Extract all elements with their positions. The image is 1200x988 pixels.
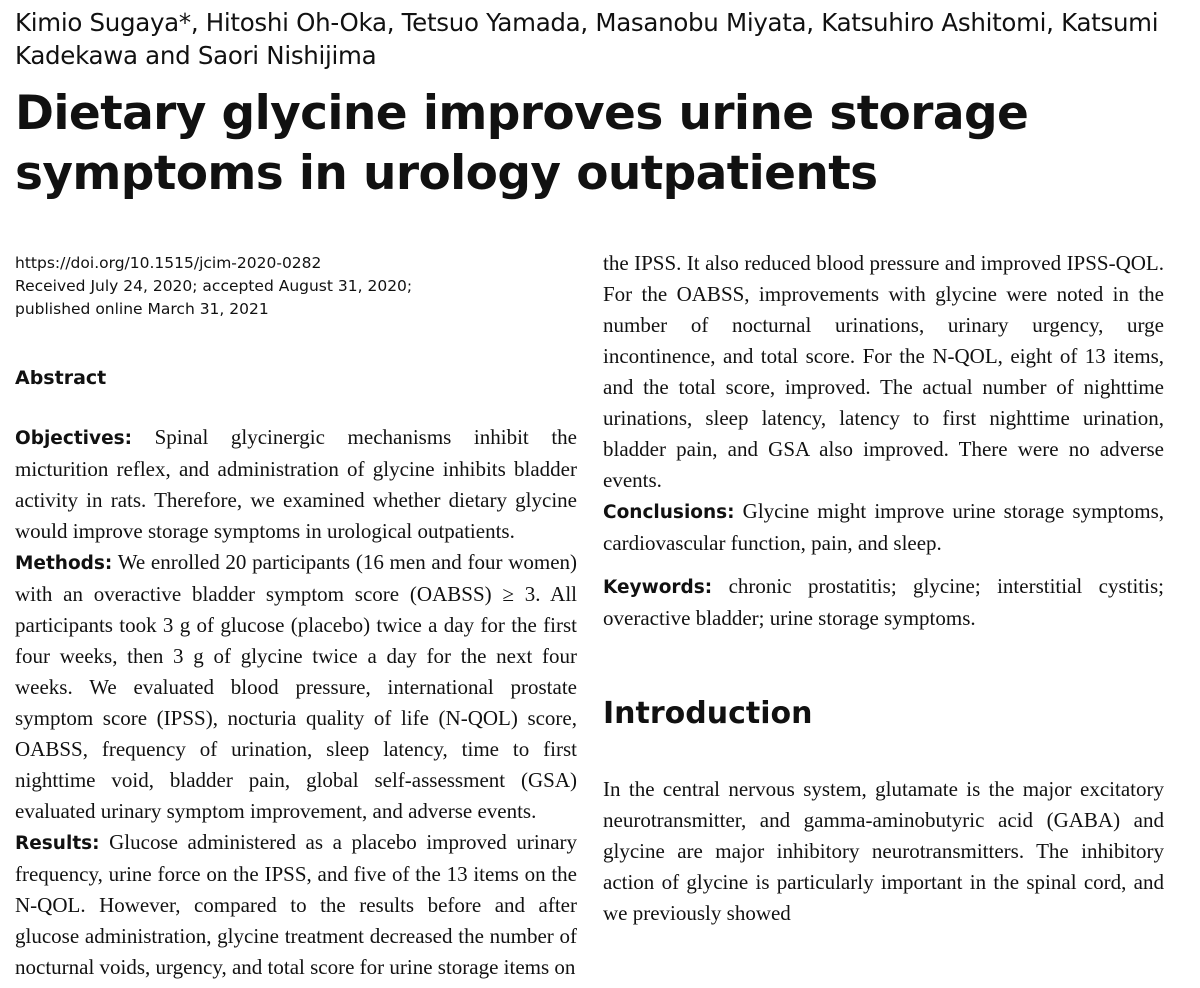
keywords-label: Keywords:	[603, 577, 713, 598]
keywords-text: chronic prostatitis; glycine; interstitial cystitis; overactive bladder; urine storage symptoms.	[603, 574, 1164, 630]
author-list: Kimio Sugaya*, Hitoshi Oh-Oka, Tetsuo Yamada, Masanobu Miyata, Katsuhiro Ashitomi, Katsumi Kadekawa and Saori Nishijima	[15, 8, 1159, 70]
objectives-label: Objectives:	[15, 428, 133, 449]
introduction-paragraph: In the central nervous system, glutamate is the major excitatory neurotransmitter, and gamma-aminobutyric acid (GABA) and glycine are major inhibitory neurotransmitters. The inhibitory action of glycine is particularly important in the spinal cord, and we previously showed	[603, 777, 1164, 925]
conclusions-text: Glycine might improve urine storage symptoms, cardiovascular function, pain, and sleep.	[603, 499, 1164, 555]
results-continued: the IPSS. It also reduced blood pressure and improved IPSS-QOL. For the OABSS, improvements with glycine were noted in the number of nocturnal urinations, urinary urgency, urge incontinence, and total score. For the N-QOL, eight of 13 items, and the total score, improved. The actual number of nighttime urinations, sleep latency, latency to first nighttime urination, bladder pain, and GSA also improved. There were no adverse events.	[603, 251, 1164, 492]
article-title: Dietary glycine improves urine storage symptoms in urology outpatients	[15, 86, 1029, 201]
results-label: Results:	[15, 833, 100, 854]
abstract-objectives	[15, 422, 577, 547]
abstract-results	[15, 827, 577, 983]
introduction-heading: Introduction	[603, 696, 813, 731]
conclusions-label: Conclusions:	[603, 502, 735, 523]
objectives-text: Spinal glycinergic mechanisms inhibit the micturition reflex, and administration of glycine inhibits bladder activity in rats. Therefore, we examined whether dietary glycine would improve storage symptoms in urological outpatients.	[15, 425, 578, 543]
abstract-heading: Abstract	[15, 367, 107, 389]
received-accepted-dates: Received July 24, 2020; accepted August 31, 2020;	[15, 277, 413, 295]
left-column	[15, 252, 577, 983]
methods-text: We enrolled 20 participants (16 men and four women) with an overactive bladder symptom score (OABSS) ≥ 3. All participants took 3 g of glucose (placebo) twice a day for the first four weeks, then 3 g of glycine twice a day for the next four weeks. We evaluated blood pressure, international prostate symptom score (IPSS), nocturia quality of life (N-QOL) score, OABSS, frequency of urination, sleep latency, time to first nighttime void, bladder pain, global self-assessment (GSA) evaluated urinary symptom improvement, and adverse events.	[15, 550, 578, 823]
abstract-methods	[15, 547, 577, 827]
keywords-paragraph	[603, 571, 1164, 634]
results-text: Glucose administered as a placebo improved urinary frequency, urine force on the IPSS, and five of the 13 items on the N-QOL. However, compared to the results before and after glucose administration, glycine treatment decreased the number of nocturnal voids, urgency, and total score for urine storage items on	[15, 830, 578, 979]
abstract-conclusions	[603, 496, 1164, 559]
right-column	[603, 248, 1164, 929]
article-metadata	[15, 252, 577, 321]
published-date: published online March 31, 2021	[15, 300, 269, 318]
doi-link[interactable]: https://doi.org/10.1515/jcim-2020-0282	[15, 254, 322, 272]
methods-label: Methods:	[15, 553, 113, 574]
